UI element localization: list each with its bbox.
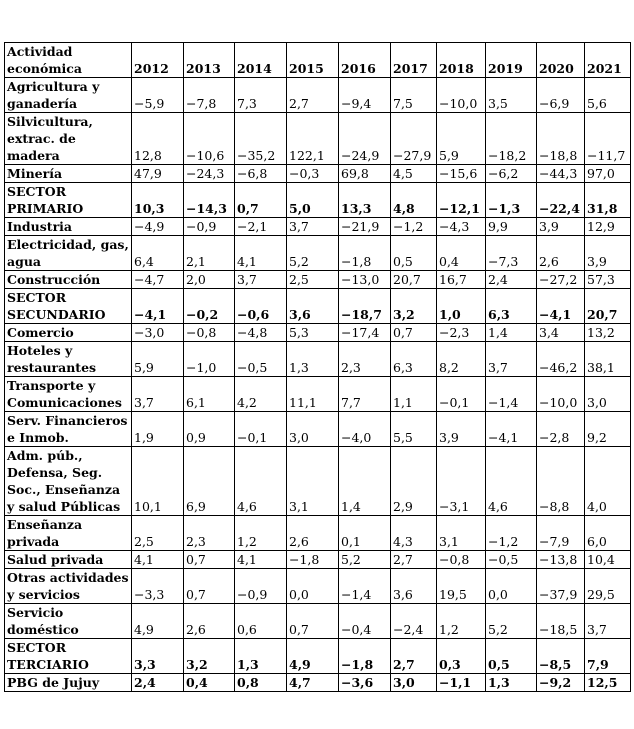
- value-cell: 3,0: [585, 377, 631, 412]
- value-cell: −0,5: [486, 551, 537, 569]
- value-cell: 0,7: [287, 604, 339, 639]
- value-cell: 1,4: [339, 447, 391, 516]
- value-cell: 3,1: [437, 516, 486, 551]
- value-cell: −0,1: [235, 412, 287, 447]
- row-label: Agricultura y ganadería: [5, 78, 132, 113]
- value-cell: −0,1: [437, 377, 486, 412]
- column-header-year: 2015: [287, 43, 339, 78]
- value-cell: 12,8: [132, 113, 184, 165]
- value-cell: 3,2: [184, 639, 235, 674]
- row-label: Industria: [5, 218, 132, 236]
- value-cell: 3,9: [585, 236, 631, 271]
- value-cell: 0,7: [391, 324, 437, 342]
- table-row: [5, 271, 631, 289]
- value-cell: −5,9: [132, 78, 184, 113]
- value-cell: 4,1: [132, 551, 184, 569]
- value-cell: 0,7: [184, 551, 235, 569]
- value-cell: 69,8: [339, 165, 391, 183]
- column-header-year: 2012: [132, 43, 184, 78]
- value-cell: 0,8: [235, 674, 287, 692]
- value-cell: −0,9: [184, 218, 235, 236]
- value-cell: 3,7: [287, 218, 339, 236]
- value-cell: 3,6: [287, 289, 339, 324]
- value-cell: −12,1: [437, 183, 486, 218]
- value-cell: −0,5: [235, 342, 287, 377]
- value-cell: 5,9: [437, 113, 486, 165]
- value-cell: −2,1: [235, 218, 287, 236]
- value-cell: −7,9: [537, 516, 585, 551]
- value-cell: 4,9: [287, 639, 339, 674]
- value-cell: 5,0: [287, 183, 339, 218]
- value-cell: 4,9: [132, 604, 184, 639]
- value-cell: 5,6: [585, 78, 631, 113]
- value-cell: −18,2: [486, 113, 537, 165]
- value-cell: 57,3: [585, 271, 631, 289]
- value-cell: 1,4: [486, 324, 537, 342]
- value-cell: 2,3: [339, 342, 391, 377]
- value-cell: −4,0: [339, 412, 391, 447]
- value-cell: 3,0: [391, 674, 437, 692]
- row-label: Silvicultura, extrac. de madera: [5, 113, 132, 165]
- row-label: Salud privada: [5, 551, 132, 569]
- value-cell: −10,0: [437, 78, 486, 113]
- value-cell: −3,1: [437, 447, 486, 516]
- value-cell: 5,5: [391, 412, 437, 447]
- value-cell: 9,2: [585, 412, 631, 447]
- value-cell: −13,0: [339, 271, 391, 289]
- value-cell: −11,7: [585, 113, 631, 165]
- value-cell: −1,1: [437, 674, 486, 692]
- column-header-year: 2016: [339, 43, 391, 78]
- value-cell: 0,7: [235, 183, 287, 218]
- column-header-year: 2013: [184, 43, 235, 78]
- value-cell: 6,0: [585, 516, 631, 551]
- value-cell: 4,1: [235, 551, 287, 569]
- value-cell: −27,2: [537, 271, 585, 289]
- column-header-year: 2019: [486, 43, 537, 78]
- value-cell: 4,3: [391, 516, 437, 551]
- value-cell: 2,7: [391, 639, 437, 674]
- value-cell: 1,9: [132, 412, 184, 447]
- value-cell: −9,4: [339, 78, 391, 113]
- value-cell: 3,4: [537, 324, 585, 342]
- value-cell: 16,7: [437, 271, 486, 289]
- value-cell: 29,5: [585, 569, 631, 604]
- value-cell: 2,6: [537, 236, 585, 271]
- value-cell: −13,8: [537, 551, 585, 569]
- value-cell: −0,8: [437, 551, 486, 569]
- value-cell: 0,9: [184, 412, 235, 447]
- value-cell: 31,8: [585, 183, 631, 218]
- value-cell: −1,0: [184, 342, 235, 377]
- value-cell: 12,5: [585, 674, 631, 692]
- value-cell: 0,4: [184, 674, 235, 692]
- value-cell: 2,1: [184, 236, 235, 271]
- value-cell: 38,1: [585, 342, 631, 377]
- value-cell: −37,9: [537, 569, 585, 604]
- header-row: [5, 43, 631, 78]
- value-cell: 10,1: [132, 447, 184, 516]
- value-cell: −18,7: [339, 289, 391, 324]
- value-cell: 3,9: [437, 412, 486, 447]
- value-cell: −10,6: [184, 113, 235, 165]
- value-cell: 122,1: [287, 113, 339, 165]
- value-cell: 5,9: [132, 342, 184, 377]
- value-cell: −35,2: [235, 113, 287, 165]
- value-cell: 1,0: [437, 289, 486, 324]
- value-cell: 3,3: [132, 639, 184, 674]
- table-row: [5, 78, 631, 113]
- value-cell: −18,5: [537, 604, 585, 639]
- table-row: [5, 516, 631, 551]
- value-cell: 6,4: [132, 236, 184, 271]
- value-cell: 2,4: [132, 674, 184, 692]
- value-cell: −7,8: [184, 78, 235, 113]
- value-cell: −1,3: [486, 183, 537, 218]
- value-cell: −27,9: [391, 113, 437, 165]
- value-cell: −17,4: [339, 324, 391, 342]
- row-label: SECTOR SECUNDARIO: [5, 289, 132, 324]
- row-label: Adm. púb., Defensa, Seg. Soc., Enseñanza y salud Públicas: [5, 447, 132, 516]
- value-cell: 13,2: [585, 324, 631, 342]
- value-cell: 4,7: [287, 674, 339, 692]
- table-row: [5, 183, 631, 218]
- value-cell: 2,6: [287, 516, 339, 551]
- value-cell: 4,8: [391, 183, 437, 218]
- value-cell: 6,9: [184, 447, 235, 516]
- value-cell: −4,1: [486, 412, 537, 447]
- value-cell: −0,9: [235, 569, 287, 604]
- column-header-year: 2021: [585, 43, 631, 78]
- value-cell: 0,1: [339, 516, 391, 551]
- value-cell: −1,4: [486, 377, 537, 412]
- column-header-activity: Actividad económica: [5, 43, 132, 78]
- value-cell: −4,3: [437, 218, 486, 236]
- value-cell: −0,6: [235, 289, 287, 324]
- row-label: Comercio: [5, 324, 132, 342]
- row-label: SECTOR TERCIARIO: [5, 639, 132, 674]
- value-cell: −15,6: [437, 165, 486, 183]
- value-cell: 9,9: [486, 218, 537, 236]
- value-cell: 7,3: [235, 78, 287, 113]
- value-cell: −8,8: [537, 447, 585, 516]
- table-row: [5, 604, 631, 639]
- value-cell: 47,9: [132, 165, 184, 183]
- row-label: PBG de Jujuy: [5, 674, 132, 692]
- table-row: [5, 324, 631, 342]
- value-cell: −2,3: [437, 324, 486, 342]
- row-label: SECTOR PRIMARIO: [5, 183, 132, 218]
- row-label: Transporte y Comunicaciones: [5, 377, 132, 412]
- value-cell: 4,2: [235, 377, 287, 412]
- value-cell: 20,7: [391, 271, 437, 289]
- table-row: [5, 342, 631, 377]
- row-label: Construcción: [5, 271, 132, 289]
- value-cell: 1,1: [391, 377, 437, 412]
- value-cell: 19,5: [437, 569, 486, 604]
- value-cell: 1,3: [235, 639, 287, 674]
- column-header-year: 2020: [537, 43, 585, 78]
- value-cell: −6,9: [537, 78, 585, 113]
- value-cell: 3,5: [486, 78, 537, 113]
- value-cell: −0,8: [184, 324, 235, 342]
- value-cell: 20,7: [585, 289, 631, 324]
- table-row: [5, 569, 631, 604]
- value-cell: −46,2: [537, 342, 585, 377]
- value-cell: 3,0: [287, 412, 339, 447]
- value-cell: −4,1: [537, 289, 585, 324]
- value-cell: −2,8: [537, 412, 585, 447]
- value-cell: −4,7: [132, 271, 184, 289]
- column-header-year: 2014: [235, 43, 287, 78]
- value-cell: 6,1: [184, 377, 235, 412]
- value-cell: −3,0: [132, 324, 184, 342]
- table-body: [5, 78, 631, 692]
- column-header-year: 2018: [437, 43, 486, 78]
- value-cell: 2,4: [486, 271, 537, 289]
- value-cell: 97,0: [585, 165, 631, 183]
- value-cell: 3,2: [391, 289, 437, 324]
- value-cell: 5,2: [287, 236, 339, 271]
- value-cell: 0,5: [391, 236, 437, 271]
- value-cell: 11,1: [287, 377, 339, 412]
- value-cell: 6,3: [486, 289, 537, 324]
- value-cell: 4,0: [585, 447, 631, 516]
- row-label: Otras actividades y servicios: [5, 569, 132, 604]
- value-cell: 8,2: [437, 342, 486, 377]
- value-cell: −8,5: [537, 639, 585, 674]
- value-cell: −1,2: [486, 516, 537, 551]
- value-cell: 0,0: [486, 569, 537, 604]
- row-label: Electricidad, gas, agua: [5, 236, 132, 271]
- value-cell: 2,3: [184, 516, 235, 551]
- value-cell: 1,2: [235, 516, 287, 551]
- value-cell: 12,9: [585, 218, 631, 236]
- value-cell: 1,3: [287, 342, 339, 377]
- value-cell: 4,1: [235, 236, 287, 271]
- value-cell: 7,9: [585, 639, 631, 674]
- table-row: [5, 412, 631, 447]
- value-cell: −1,8: [287, 551, 339, 569]
- value-cell: 2,7: [287, 78, 339, 113]
- value-cell: −18,8: [537, 113, 585, 165]
- value-cell: −3,6: [339, 674, 391, 692]
- value-cell: −21,9: [339, 218, 391, 236]
- row-label: Servicio doméstico: [5, 604, 132, 639]
- value-cell: 7,5: [391, 78, 437, 113]
- table-row: [5, 113, 631, 165]
- value-cell: 2,5: [287, 271, 339, 289]
- value-cell: −1,4: [339, 569, 391, 604]
- value-cell: 3,7: [486, 342, 537, 377]
- value-cell: 10,4: [585, 551, 631, 569]
- value-cell: −1,2: [391, 218, 437, 236]
- row-label: Minería: [5, 165, 132, 183]
- row-label: Enseñanza privada: [5, 516, 132, 551]
- value-cell: −4,8: [235, 324, 287, 342]
- value-cell: −10,0: [537, 377, 585, 412]
- value-cell: −24,9: [339, 113, 391, 165]
- value-cell: −4,1: [132, 289, 184, 324]
- value-cell: −6,8: [235, 165, 287, 183]
- table-row: [5, 447, 631, 516]
- value-cell: −0,3: [287, 165, 339, 183]
- value-cell: −2,4: [391, 604, 437, 639]
- table-row: [5, 674, 631, 692]
- table-row: [5, 289, 631, 324]
- value-cell: 3,9: [537, 218, 585, 236]
- value-cell: 13,3: [339, 183, 391, 218]
- value-cell: 0,4: [437, 236, 486, 271]
- value-cell: 7,7: [339, 377, 391, 412]
- column-header-year: 2017: [391, 43, 437, 78]
- value-cell: −4,9: [132, 218, 184, 236]
- row-label: Serv. Financieros e Inmob.: [5, 412, 132, 447]
- growth-table: [4, 42, 631, 692]
- value-cell: 3,7: [585, 604, 631, 639]
- value-cell: −1,8: [339, 639, 391, 674]
- value-cell: 6,3: [391, 342, 437, 377]
- table-row: [5, 377, 631, 412]
- value-cell: 3,6: [391, 569, 437, 604]
- value-cell: 1,3: [486, 674, 537, 692]
- value-cell: 10,3: [132, 183, 184, 218]
- value-cell: 0,6: [235, 604, 287, 639]
- value-cell: 2,6: [184, 604, 235, 639]
- value-cell: 5,2: [486, 604, 537, 639]
- value-cell: −24,3: [184, 165, 235, 183]
- value-cell: 5,2: [339, 551, 391, 569]
- table-row: [5, 639, 631, 674]
- table-row: [5, 165, 631, 183]
- value-cell: 4,6: [486, 447, 537, 516]
- row-label: Hoteles y restaurantes: [5, 342, 132, 377]
- value-cell: 3,1: [287, 447, 339, 516]
- value-cell: 1,2: [437, 604, 486, 639]
- value-cell: −6,2: [486, 165, 537, 183]
- value-cell: 2,5: [132, 516, 184, 551]
- value-cell: 2,0: [184, 271, 235, 289]
- value-cell: 0,3: [437, 639, 486, 674]
- value-cell: −22,4: [537, 183, 585, 218]
- table-row: [5, 218, 631, 236]
- value-cell: −0,4: [339, 604, 391, 639]
- value-cell: 0,0: [287, 569, 339, 604]
- value-cell: −3,3: [132, 569, 184, 604]
- value-cell: 0,7: [184, 569, 235, 604]
- table-row: [5, 551, 631, 569]
- value-cell: 3,7: [235, 271, 287, 289]
- value-cell: −14,3: [184, 183, 235, 218]
- value-cell: −0,2: [184, 289, 235, 324]
- value-cell: 2,7: [391, 551, 437, 569]
- value-cell: −9,2: [537, 674, 585, 692]
- value-cell: 5,3: [287, 324, 339, 342]
- value-cell: 4,6: [235, 447, 287, 516]
- value-cell: 0,5: [486, 639, 537, 674]
- value-cell: −44,3: [537, 165, 585, 183]
- value-cell: 2,9: [391, 447, 437, 516]
- value-cell: −7,3: [486, 236, 537, 271]
- value-cell: 3,7: [132, 377, 184, 412]
- value-cell: 4,5: [391, 165, 437, 183]
- table-row: [5, 236, 631, 271]
- value-cell: −1,8: [339, 236, 391, 271]
